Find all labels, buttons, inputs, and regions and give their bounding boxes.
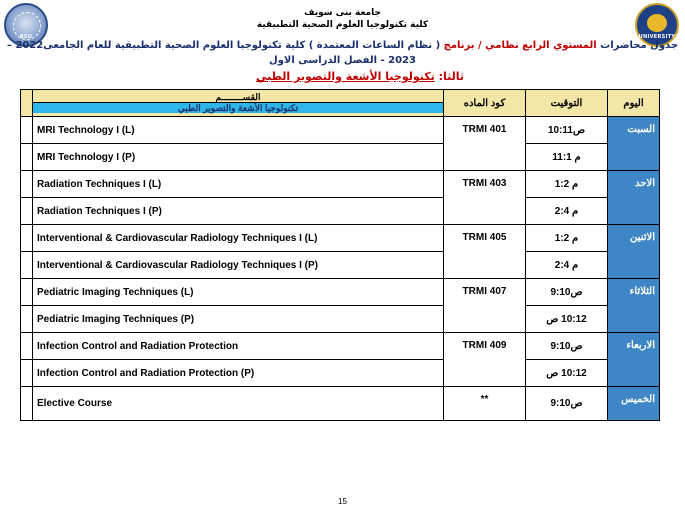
university-name: جامعة بنى سويف: [304, 8, 381, 18]
day-cell: الاربعاء: [608, 333, 660, 387]
page-number: 15: [338, 497, 347, 506]
course-code-cell: **: [444, 387, 526, 421]
subject-cell: Infection Control and Radiation Protection (P): [33, 360, 444, 387]
course-code-cell: TRMI 409: [444, 333, 526, 387]
table-row: [21, 198, 660, 225]
time-cell: ص9:10: [526, 279, 608, 306]
row-left-cell: [21, 387, 33, 421]
time-cell: 10:12 ص: [526, 306, 608, 333]
table-row: [21, 387, 660, 421]
row-left-cell: [21, 252, 33, 279]
code-header: كود الماده: [444, 90, 526, 117]
academic-year: 2023 - الفصل الدراسى الاول: [269, 55, 416, 66]
title-prefix: جدول محاضرات: [600, 40, 679, 51]
table-row: [21, 171, 660, 198]
subject-cell: MRI Technology I (L): [33, 117, 444, 144]
day-cell: السبت: [608, 117, 660, 171]
table-row: [21, 360, 660, 387]
day-cell: الخميس: [608, 387, 660, 421]
logo-left-label: BSU: [19, 34, 33, 40]
subject-cell: Radiation Techniques I (P): [33, 198, 444, 225]
day-cell: الاحد: [608, 171, 660, 225]
department-label: القســــــــم: [33, 93, 443, 103]
row-left-cell: [21, 117, 33, 144]
subject-cell: Pediatric Imaging Techniques (L): [33, 279, 444, 306]
course-code-cell: TRMI 401: [444, 117, 526, 171]
time-cell: م 11:1: [526, 144, 608, 171]
program-heading: [240, 70, 480, 83]
row-left-cell: [21, 306, 33, 333]
program-index: ثالثا:: [438, 70, 465, 83]
table-header-row: [21, 90, 660, 117]
table-row: [21, 117, 660, 144]
subject-cell: Interventional & Cardiovascular Radiology Techniques I (L): [33, 225, 444, 252]
table-row: [21, 333, 660, 360]
table-row: [21, 252, 660, 279]
subject-cell: Pediatric Imaging Techniques (P): [33, 306, 444, 333]
time-header: التوقيت: [526, 90, 608, 117]
header-left-cell: [21, 90, 33, 117]
schedule-table: [20, 89, 660, 421]
time-cell: م 2:4: [526, 252, 608, 279]
table-row: [21, 144, 660, 171]
time-cell: ص10:11: [526, 117, 608, 144]
subject-cell: MRI Technology I (P): [33, 144, 444, 171]
title-suffix: ( نظام الساعات المعتمدة ) كلية تكنولوجيا العلوم الصحية التطبيقية للعام الجامعى2022 –: [6, 40, 441, 51]
row-left-cell: [21, 171, 33, 198]
course-code-cell: TRMI 403: [444, 171, 526, 225]
time-cell: ص9:10: [526, 387, 608, 421]
logo-right-label: UNIVERSITY: [638, 34, 676, 40]
day-cell: الثلاثاء: [608, 279, 660, 333]
subject-cell: Elective Course: [33, 387, 444, 421]
course-code-cell: TRMI 407: [444, 279, 526, 333]
subject-cell: Infection Control and Radiation Protection: [33, 333, 444, 360]
row-left-cell: [21, 279, 33, 306]
subject-cell: Interventional & Cardiovascular Radiology Techniques I (P): [33, 252, 444, 279]
time-cell: م 1:2: [526, 171, 608, 198]
row-left-cell: [21, 225, 33, 252]
program-name: تكنولوجيا الأشعة والتصوير الطبي: [255, 70, 435, 83]
row-left-cell: [21, 360, 33, 387]
day-header: اليوم: [608, 90, 660, 117]
department-header: [33, 90, 444, 117]
subject-cell: Radiation Techniques I (L): [33, 171, 444, 198]
faculty-name: كلية تكنولوجيا العلوم الصحية التطبيقية: [256, 20, 429, 30]
time-cell: م 2:4: [526, 198, 608, 225]
row-left-cell: [21, 144, 33, 171]
row-left-cell: [21, 198, 33, 225]
schedule-title: [0, 40, 685, 51]
row-left-cell: [21, 333, 33, 360]
department-program: تكنولوجيا الأشعة والتصوير الطبي: [33, 103, 443, 113]
day-cell: الاثنين: [608, 225, 660, 279]
table-row: [21, 279, 660, 306]
time-cell: 10:12 ص: [526, 360, 608, 387]
time-cell: ص9:10: [526, 333, 608, 360]
time-cell: م 1:2: [526, 225, 608, 252]
table-row: [21, 306, 660, 333]
title-level: المستوي الرابع نظامي / برنامج: [443, 40, 597, 51]
course-code-cell: TRMI 405: [444, 225, 526, 279]
table-row: [21, 225, 660, 252]
